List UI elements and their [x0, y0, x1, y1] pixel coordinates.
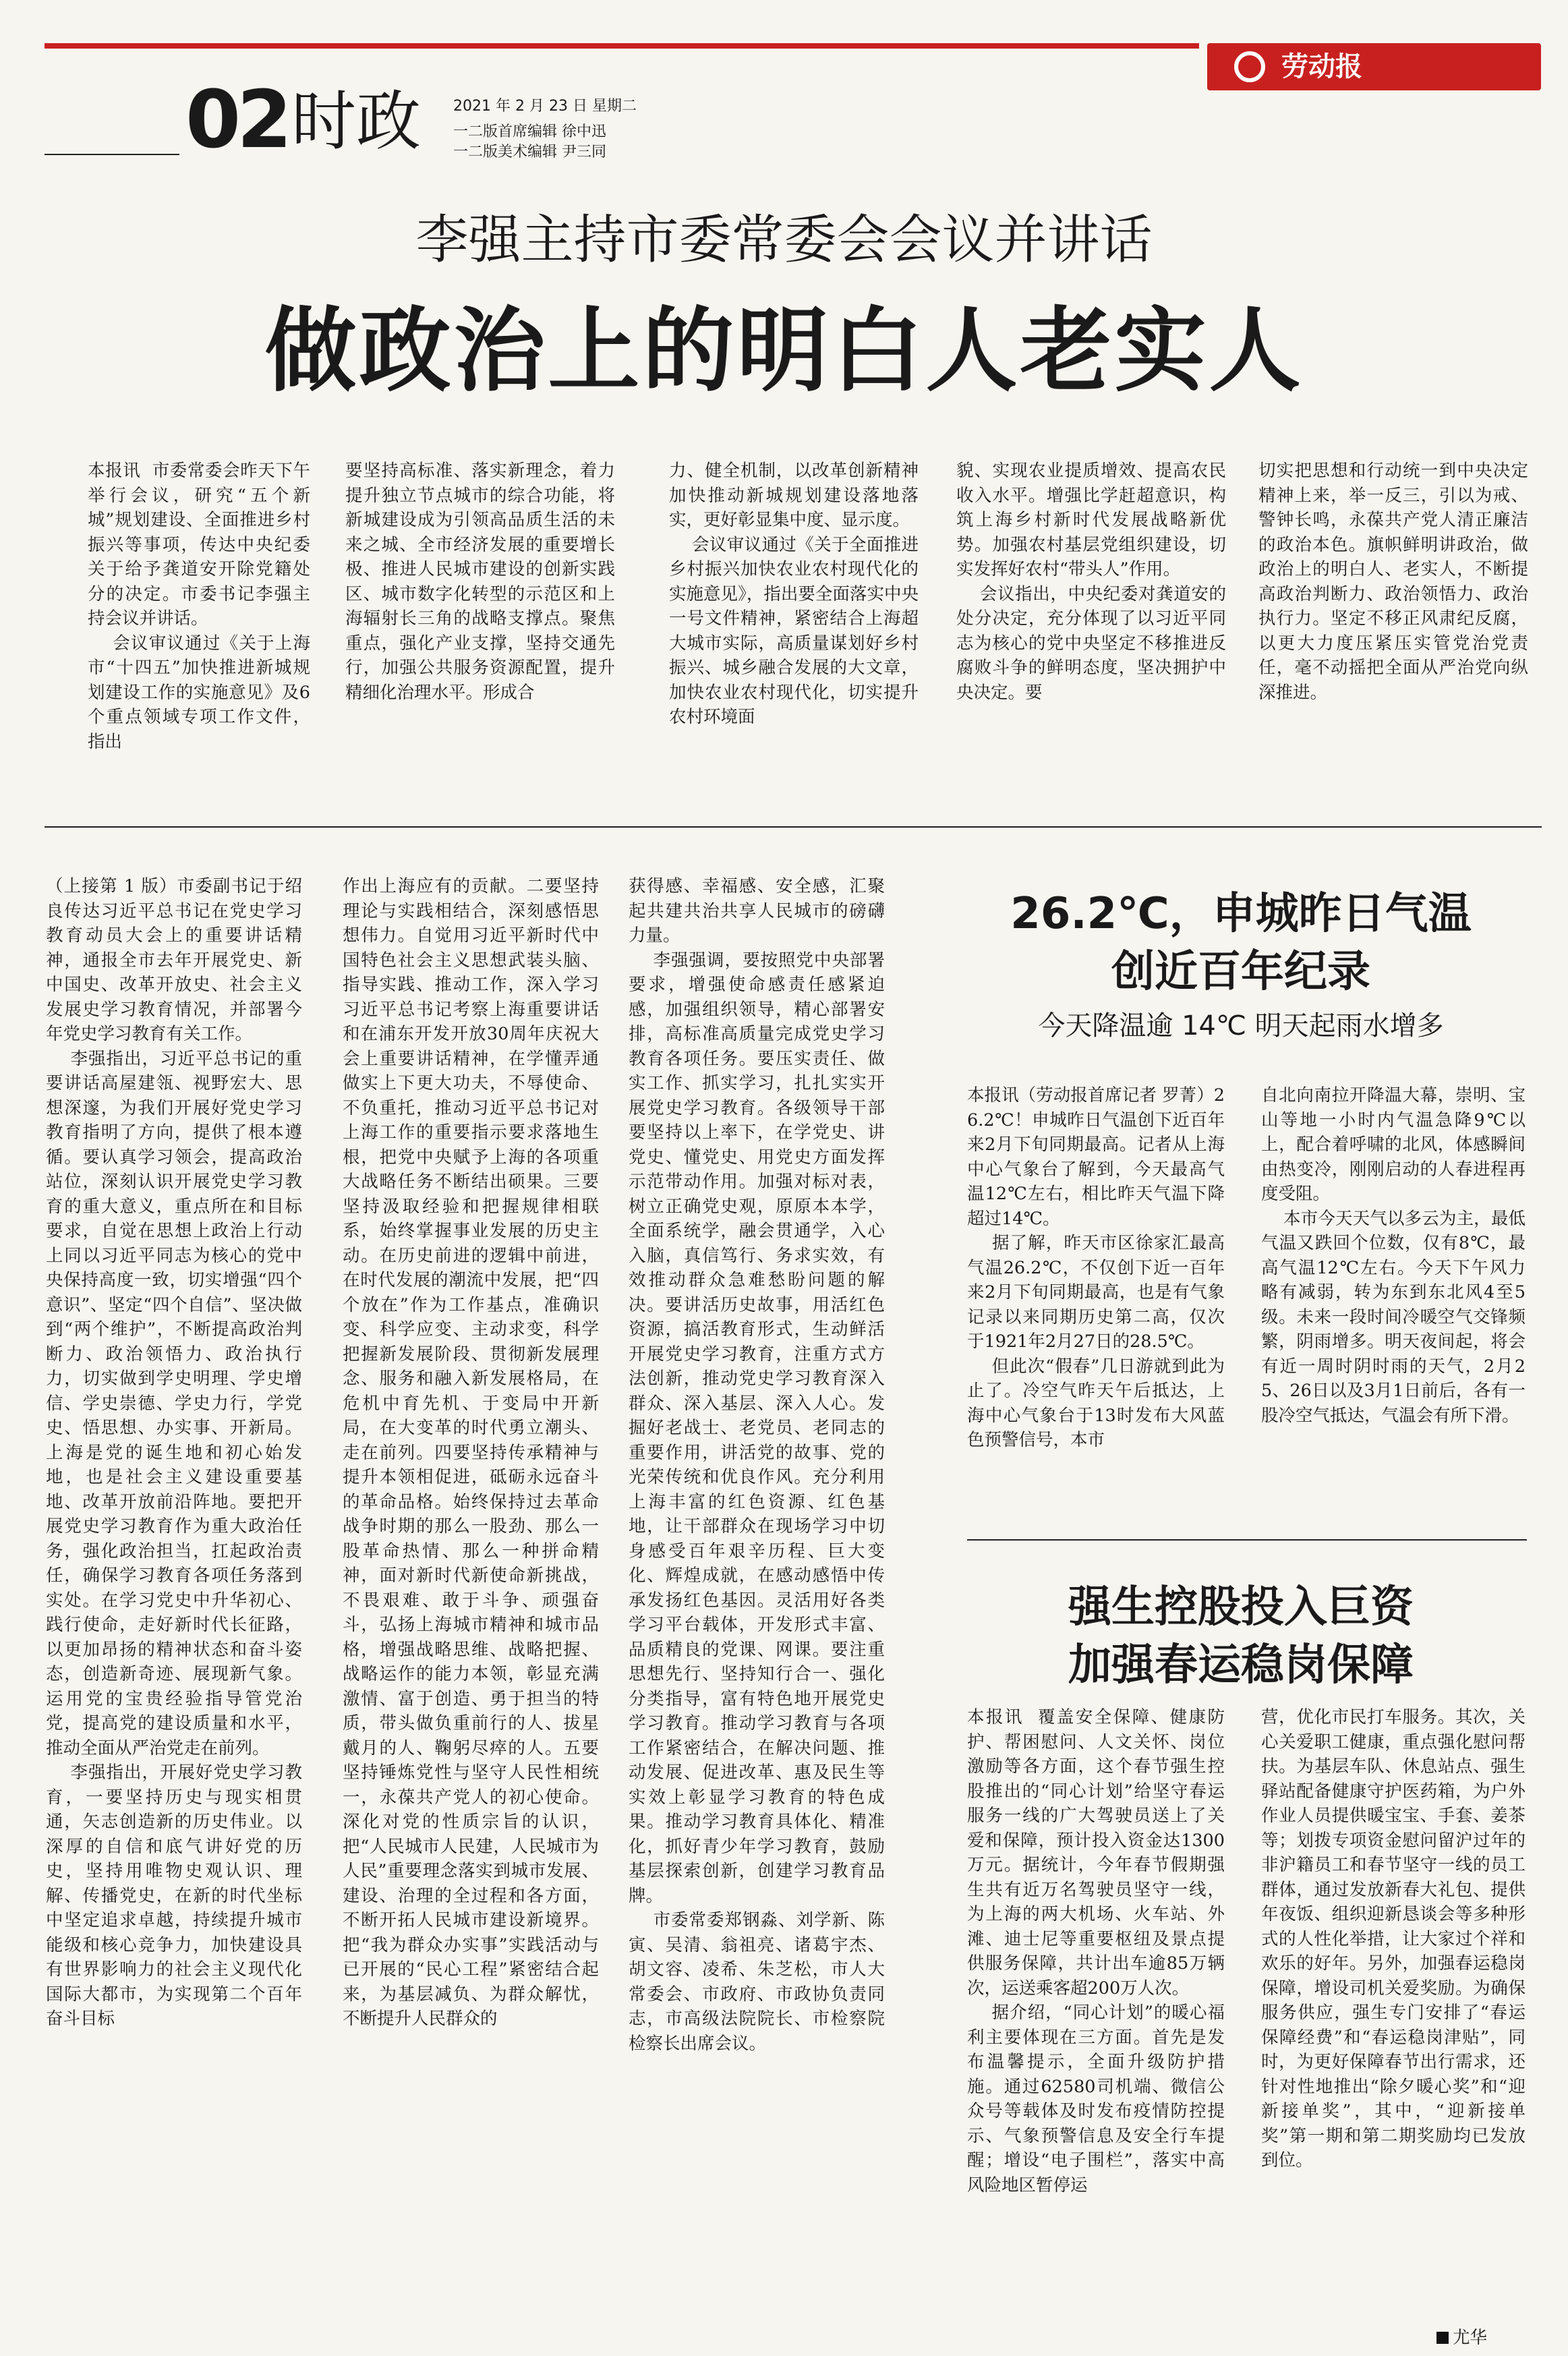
insurance-col-1: 本报讯 覆盖安全保障、健康防护、帮困慰问、人文关怀、岗位激励等各方面，这个春节强生控股推出的“同心计划”给坚守春运服务一线的广大驾驶员送上了关爱和保障，预计投入资金达1300万元。据统计，今年春节假期强生共有近万名驾驶员坚守一线，为上海的两大机场、火车站、外滩、迪士尼等重要枢纽及景点提供服务保障，共计出车逾85万辆次，运送乘客超200万人次。 据介绍，“同心计划”的暖心福利主要体现在三方面。首先是发布温馨提示，全面升级防护措施。通过62580司机端、微信公众号等载体及时发布疫情防控提示、气象预警信息及安全行车提醒；增设“电子围栏”，落实中高风险地区暂停运	[967, 1707, 1225, 2195]
end-mark-icon	[1436, 2332, 1449, 2344]
weather-col-2: 自北向南拉开降温大幕，崇明、宝山等地一小时内气温急降9℃以上，配合着呼啸的北风，体感瞬间由热变冷，刚刚启动的人春进程再度受阻。 本市今天天气以多云为主，最低气温又跌回个位数，仅有8℃，最高气温12℃左右。今天下午风力略有减弱，转为东到东北风4至5级。未来一段时间冷暖空气交锋频繁，阴雨增多。明天夜间起，将会有近一周时阴时雨的天气，2月25、26日以及3月1日前后，各有一股冷空气抵达，气温会有所下滑。	[1261, 1085, 1526, 1426]
page-number: 02	[185, 73, 289, 166]
section-name: 时政	[291, 84, 421, 159]
cont-col-3: 获得感、幸福感、安全感，汇聚起共建共治共享人民城市的磅礴力量。 李强强调，要按照党中央部署要求，增强使命感责任感紧迫感，加强组织领导，精心部署安排，高标准高质量完成党史学习教育各项任务。要压实责任、做实工作、抓实学习，扎扎实实开展党史学习教育。各级领导干部要坚持以上率下，在学党史、讲党史、懂党史、用党史方面发挥示范带动作用。加强对标对表，树立正确党史观，原原本本学，全面系统学，融会贯通学，入心入脑，真信笃行、务求实效，有效推动群众急难愁盼问题的解决。要讲活历史故事，用活红色资源，搞活教育形式，生动鲜活开展党史学习教育，注重方式方法创新，推动党史学习教育深入群众、深入基层、深入人心。发掘好老战士、老党员、老同志的重要作用，讲活党的故事、党的光荣传统和优良作风。充分利用上海丰富的红色资源、红色基地，让干部群众在现场学习中切身感受百年艰辛历程、巨大变化、辉煌成就，在感动感悟中传承发扬红色基因。灵活用好各类学习平台载体，开发形式丰富、品质精良的党课、网课。要注重思想先行、坚持知行合一、强化分类指导，富有特色地开展党史学习教育。推动学习教育与各项工作紧密结合，在解决问题、推动发展、促进改革、惠及民生等实效上彰显学习教育的特色成果。推动学习教育具体化、精准化，抓好青少年学习教育，鼓励基层探索创新，创建学习教育品牌。 市委常委郑钢淼、刘学新、陈寅、吴清、翁祖亮、诸葛宇杰、胡文容、凌希、朱芝松，市人大常委会、市政府、市政协负责同志，市高级法院院长、市检察院检察长出席会议。	[629, 876, 885, 2054]
cont-col-2: 作出上海应有的贡献。二要坚持理论与实践相结合，深刻感悟思想伟力。自觉用习近平新时代中国特色社会主义思想武装头脑、指导实践、推动工作，深入学习习近平总书记考察上海重要讲话和在浦东开发开放30周年庆祝大会上重要讲话精神，在学懂弄通做实上下更大功夫，不辱使命、不负重托，推动习近平总书记对上海工作的重要指示要求落地生根，把党中央赋予上海的各项重大战略任务不断结出硕果。三要坚持汲取经验和把握规律相联系，始终掌握事业发展的历史主动。在历史前进的逻辑中前进，在时代发展的潮流中发展，把“四个放在”作为工作基点，准确识变、科学应变、主动求变，科学把握新发展阶段、贯彻新发展理念、服务和融入新发展格局，在危机中育先机、于变局中开新局，在大变革的时代勇立潮头、走在前列。四要坚持传承精神与提升本领相促进，砥砺永远奋斗的革命品格。始终保持过去革命战争时期的那么一股劲、那么一股革命热情、那么一种拼命精神，面对新时代新使命新挑战，不畏艰难、敢于斗争、顽强奋斗，弘扬上海城市精神和城市品格，增强战略思维、战略把握、战略运作的能力本领，彰显充满激情、富于创造、勇于担当的特质，带头做负重前行的人、拔星戴月的人、鞠躬尽瘁的人。五要坚持锤炼党性与坚守人民性相统一，永葆共产党人的初心使命。深化对党的性质宗旨的认识，把“人民城市人民建，人民城市为人民”重要理念落实到城市发展、建设、治理的全过程和各方面，不断开拓人民城市建设新境界。把“我为群众办实事”实践活动与已开展的“民心工程”紧密结合起来，为基层减负、为群众解忧，不断提升人民群众的	[343, 876, 599, 2029]
issue-date: 2021 年 2 月 23 日 星期二	[453, 98, 637, 115]
lead-kicker: 李强主持市委常委会会议并讲话	[415, 210, 1153, 270]
masthead-rule	[45, 43, 1199, 49]
lead-col-3: 力、健全机制，以改革创新精神加快推动新城规划建设落地落实，更好彰显集中度、显示度。 会议审议通过《关于全面推进乡村振兴加快农业农村现代化的实施意见》，指出要全面落实中央一号文件精神，紧密结合上海超大城市实际，高质量谋划好乡村振兴、城乡融合发展的大文章，加快农业农村现代化，切实提升农村环境面	[669, 461, 919, 727]
insurance-col-2: 营，优化市民打车服务。其次，关心关爱职工健康，重点强化慰问帮扶。为基层车队、休息站点、强生驿站配备健康守护医药箱，为户外作业人员提供暖宝宝、手套、姜茶等；划拨专项资金慰问留沪过年的非沪籍员工和春节坚守一线的员工群体，通过发放新春大礼包、提供年夜饭、组织迎新恳谈会等多种形式的人性化举措，让大家过个祥和欢乐的好年。另外，加强春运稳岗保障，增设司机关爱奖励。为确保服务供应，强生专门安排了“春运保障经费”和“春运稳岗津贴”，同时，为更好保障春节出行需求，还针对性地推出“除夕暖心奖”和“迎新接单奖”，其中，“迎新接单奖”第一期和第二期奖励均已发放到位。	[1261, 1707, 1526, 2171]
lead-col-1: 本报讯 市委常委会昨天下午举行会议，研究“五个新城”规划建设、全面推进乡村振兴等事项，传达中央纪委关于给予龚道安开除党籍处分的决定。市委书记李强主持会议并讲话。 会议审议通过《关于上海市“十四五”加快推进新城规划建设工作的实施意见》及6个重点领域专项工作文件，指出	[88, 461, 310, 752]
cont-col-1: （上接第 1 版）市委副书记于绍良传达习近平总书记在党史学习教育动员大会上的重要讲话精神，通报全市去年开展党史、新中国史、改革开放史、社会主义发展史学习教育情况，并部署今年党史学习教育有关工作。 李强指出，习近平总书记的重要讲话高屋建瓴、视野宏大、思想深邃，为我们开展好党史学习教育指明了方向，提供了根本遵循。要认真学习领会，提高政治站位，深刻认识开展党史学习教育的重大意义，重点所在和目标要求，自觉在思想上政治上行动上同以习近平同志为核心的党中央保持高度一致，切实增强“四个意识”、坚定“四个自信”、坚决做到“两个维护”，不断提高政治判断力、政治领悟力、政治执行力，切实做到学史明理、学史增信、学史崇德、学史力行，学党史、悟思想、办实事、开新局。上海是党的诞生地和初心始发地，也是社会主义建设重要基地、改革开放前沿阵地。要把开展党史学习教育作为重大政治任务，强化政治担当，扛起政治责任，确保学习教育各项任务落到实处。在学习党史中升华初心、践行使命，走好新时代长征路，以更加昂扬的精神状态和奋斗姿态，创造新奇迹、展现新气象。运用党的宝贵经验指导管党治党，提高党的建设质量和水平，推动全面从严治党走在前列。 李强指出，开展好党史学习教育，一要坚持历史与现实相贯通，矢志创造新的历史伟业。以深厚的自信和底气讲好党的历史，坚持用唯物史观认识、理解、传播党史，在新的时代坐标中坚定追求卓越，持续提升城市能级和核心竞争力，加快建设具有世界影响力的社会主义现代化国际大都市，为实现第二个百年奋斗目标	[46, 876, 302, 2029]
lead-headline: 做政治上的明白人老实人	[264, 297, 1304, 405]
lead-col-2: 要坚持高标准、落实新理念，着力提升独立节点城市的综合功能，将新城建设成为引领高品质生活的未来之城、全市经济发展的重要增长极、推进人民城市建设的创新实践区、城市数字化转型的示范区和上海辐射长三角的战略支撑点。聚焦重点，强化产业支撑，坚持交通先行，加强公共服务资源配置，提升精细化治理水平。形成合	[345, 461, 615, 703]
lead-separator	[45, 826, 1542, 828]
lead-col-5: 切实把思想和行动统一到中央决定精神上来，举一反三，引以为戒、警钟长鸣，永葆共产党人清正廉洁的政治本色。旗帜鲜明讲政治，做政治上的明白人、老实人，不断提高政治判断力、政治领悟力、政治执行力。坚定不移正风肃纪反腐，以更大力度压紧压实管党治党责任，毫不动摇把全面从严治党向纵深推进。	[1258, 461, 1528, 703]
logo-icon	[1234, 51, 1265, 82]
weather-col-1: 本报讯（劳动报首席记者 罗菁）26.2℃！申城昨日气温创下近百年来2月下旬同期最高。记者从上海中心气象台了解到，今天最高气温12℃左右，相比昨天气温下降超过14℃。 据了解，昨天市区徐家汇最高气温26.2℃，不仅创下近一百年来2月下旬同期最高，也是有气象记录以来同期历史第二高，仅次于1921年2月27日的28.5℃。 但此次“假春”几日游就到此为止了。冷空气昨天午后抵达，上海中心气象台于13时发布大风蓝色预警信号，本市	[967, 1085, 1225, 1450]
insurance-headline: 强生控股投入巨资 加强春运稳岗保障	[1068, 1582, 1414, 1690]
newspaper-logo: 劳动报	[1207, 43, 1541, 90]
masthead-left-line	[45, 154, 179, 155]
insurance-byline: 尤华	[1436, 2327, 1487, 2349]
right-separator	[967, 1539, 1527, 1541]
weather-headline: 26.2℃，申城昨日气温 创近百年纪录	[1010, 889, 1472, 997]
editor-art: 一二版美术编辑 尹三同	[453, 144, 606, 161]
editor-chief: 一二版首席编辑 徐中迅	[453, 123, 606, 140]
weather-subhead: 今天降温逾 14℃ 明天起雨水增多	[1038, 1010, 1444, 1041]
lead-col-4: 貌、实现农业提质增效、提高农民收入水平。增强比学赶超意识，构筑上海乡村新时代发展战略新优势。加强农村基层党组织建设，切实发挥好农村“带头人”作用。 会议指出，中央纪委对龚道安的处分决定，充分体现了以习近平同志为核心的党中央坚定不移推进反腐败斗争的鲜明态度，坚决拥护中央决定。要	[956, 461, 1226, 703]
